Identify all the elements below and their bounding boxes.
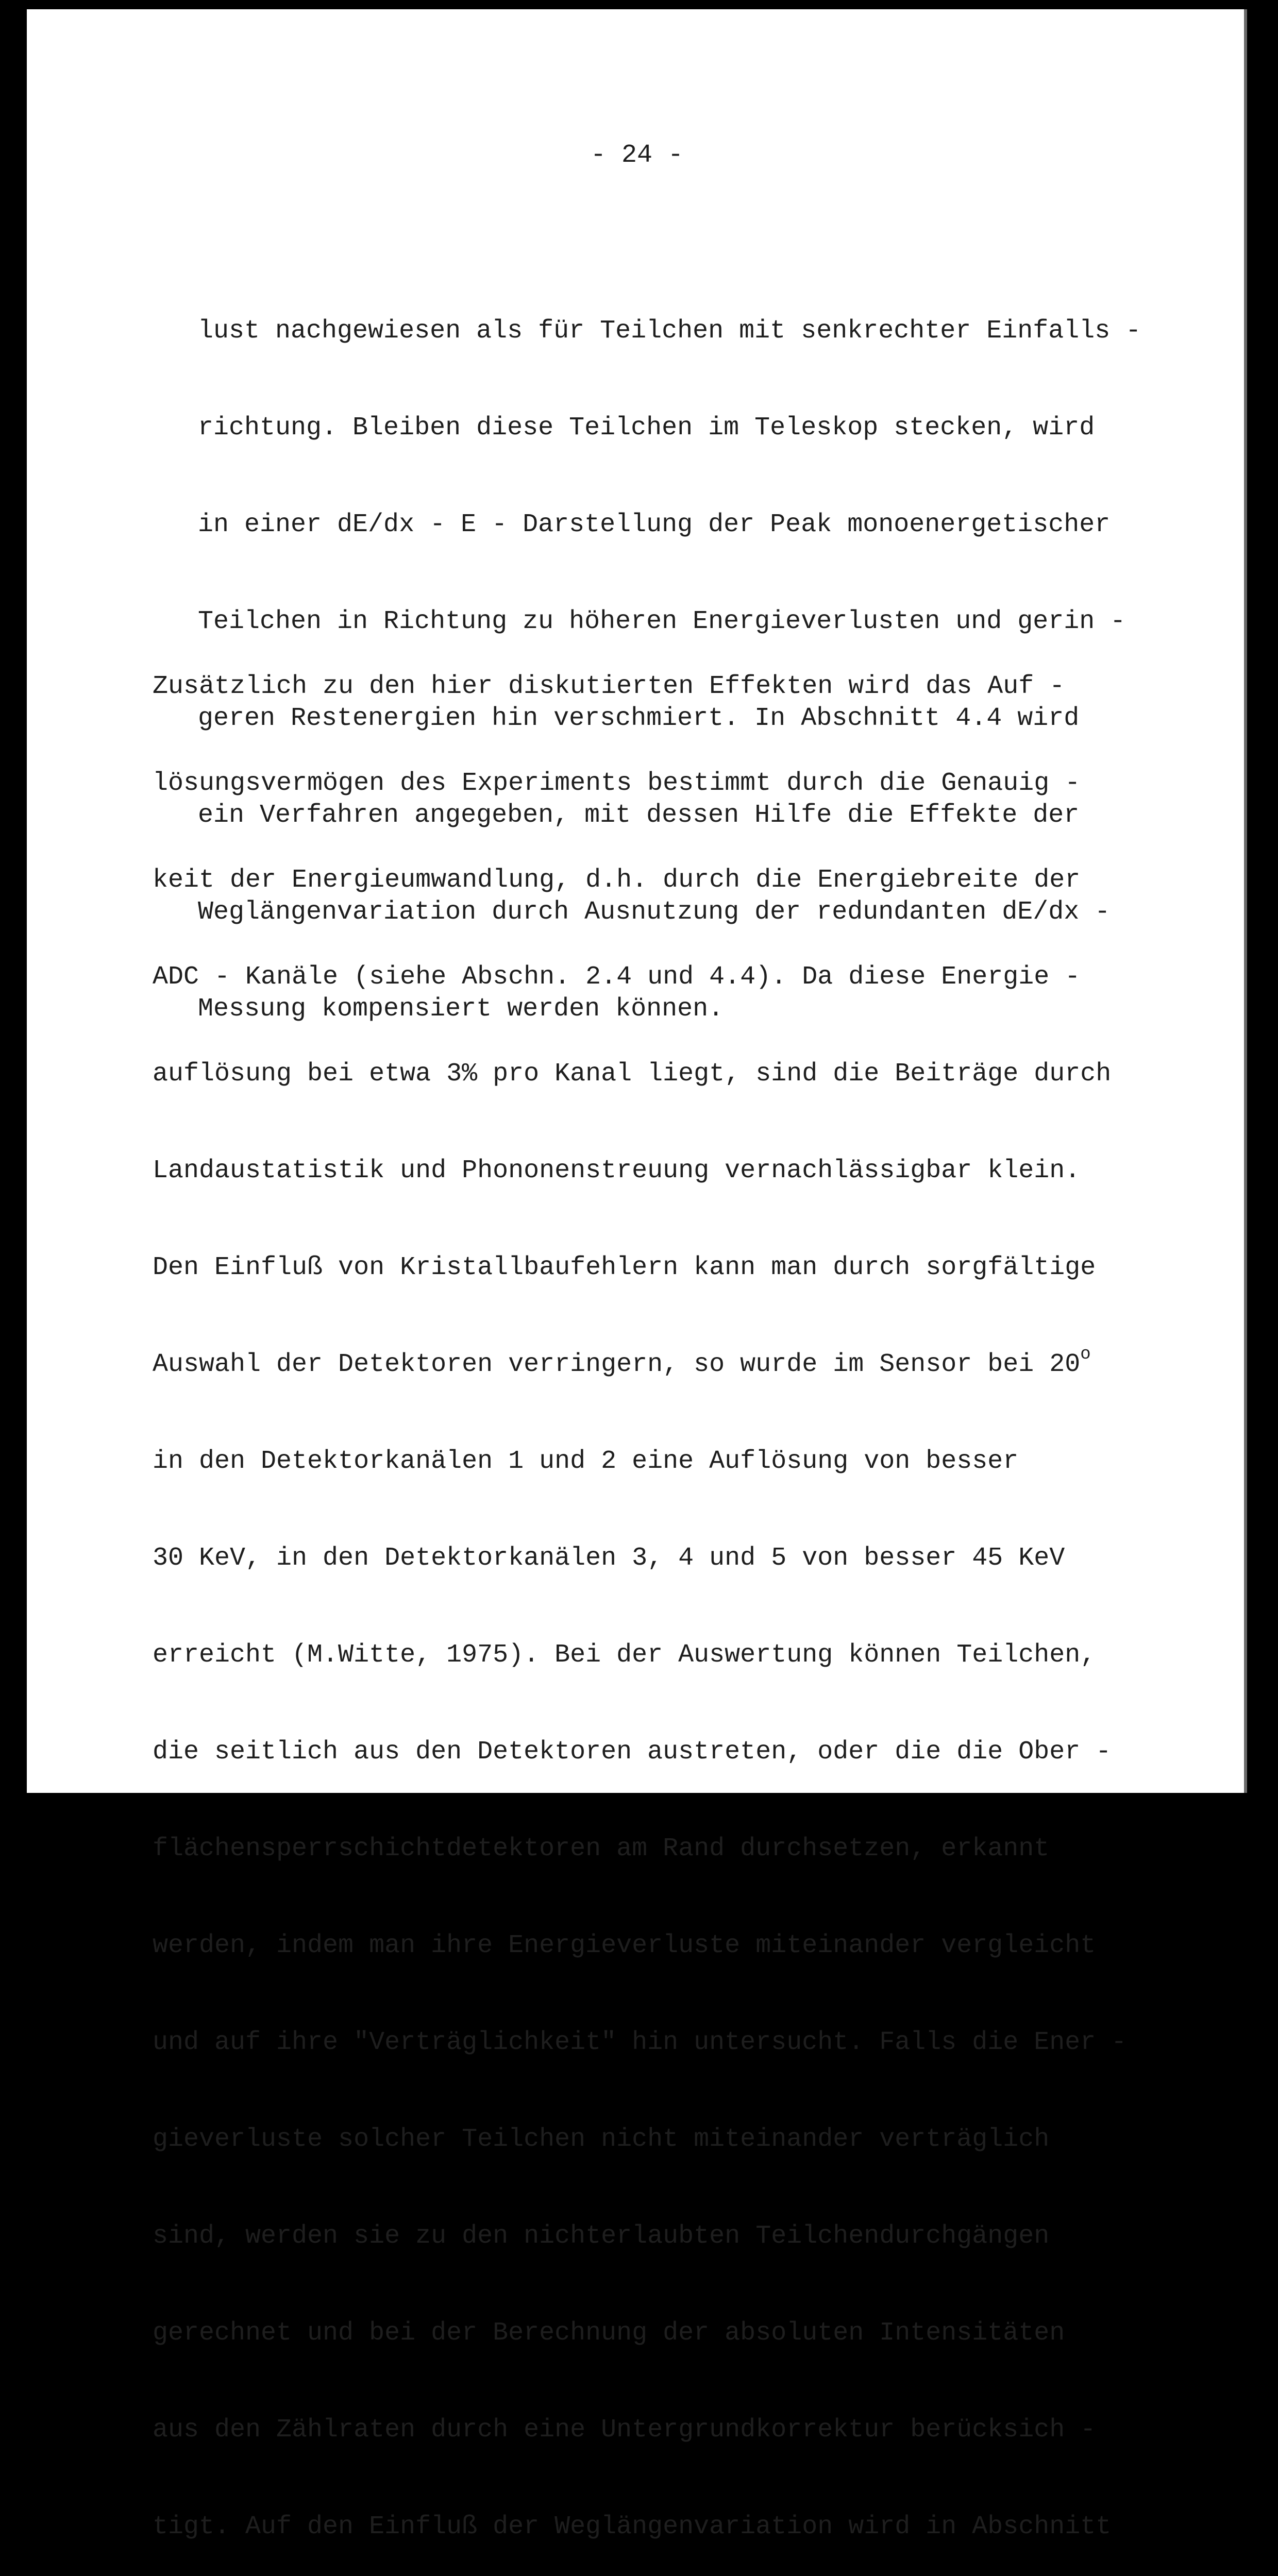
text-line: Weglängenvariation durch Ausnutzung der redundanten dE/dx - bbox=[198, 897, 1111, 927]
text-line: gerechnet und bei der Berechnung der absoluten Intensitäten bbox=[153, 2318, 1065, 2348]
text-line: in den Detektorkanälen 1 und 2 eine Auflösung von besser bbox=[153, 1447, 1019, 1476]
text-line: geren Restenergien hin verschmiert. In Abschnitt 4.4 wird bbox=[198, 704, 1080, 733]
document-page bbox=[27, 9, 1247, 2541]
text-line: erreicht (M.Witte, 1975). Bei der Auswertung können Teilchen, bbox=[153, 1640, 1096, 1670]
text-line: Den Einfluß von Kristallbaufehlern kann man durch sorgfältige bbox=[153, 1253, 1096, 1282]
text-line: werden, indem man ihre Energieverluste miteinander vergleicht bbox=[153, 1931, 1096, 1960]
text-line: in einer dE/dx - E - Darstellung der Peak monoenergetischer bbox=[198, 510, 1111, 539]
text-line: ein Verfahren angegeben, mit dessen Hilfe die Effekte der bbox=[198, 801, 1080, 830]
text-line: tigt. Auf den Einfluß der Weglängenvariation wird in Abschnitt bbox=[153, 2512, 1112, 2541]
degree-superscript: o bbox=[1080, 1345, 1091, 1365]
text-line: gieverluste solcher Teilchen nicht miteinander verträglich bbox=[153, 2125, 1050, 2154]
text-line: ADC - Kanäle (siehe Abschn. 2.4 und 4.4). Da diese Energie - bbox=[153, 962, 1081, 992]
text-line: 30 KeV, in den Detektorkanälen 3, 4 und 5 von besser 45 KeV bbox=[153, 1544, 1065, 1573]
text-line: keit der Energieumwandlung, d.h. durch die Energiebreite der bbox=[153, 866, 1081, 895]
text-line: Messung kompensiert werden können. bbox=[198, 994, 724, 1024]
text-line: Zusätzlich zu den hier diskutierten Effekten wird das Auf - bbox=[153, 672, 1065, 701]
text-line: und auf ihre "Verträglichkeit" hin untersucht. Falls die Ener - bbox=[153, 2028, 1127, 2057]
text-line: aus den Zählraten durch eine Untergrundkorrektur berücksich - bbox=[153, 2415, 1096, 2445]
text-line: lösungsvermögen des Experiments bestimmt durch die Genauig - bbox=[153, 769, 1081, 798]
page-number: - 24 - bbox=[590, 141, 684, 170]
text-line-with-superscript bbox=[153, 1346, 1126, 1384]
text-line: auflösung bei etwa 3% pro Kanal liegt, sind die Beiträge durch bbox=[153, 1059, 1112, 1089]
text-line: sind, werden sie zu den nichterlaubten Teilchendurchgängen bbox=[153, 2222, 1050, 2251]
text-line: Landaustatistik und Phononenstreuung vernachlässigbar klein. bbox=[153, 1156, 1081, 1185]
text-line: Teilchen in Richtung zu höheren Energieverlusten und gerin - bbox=[198, 607, 1126, 636]
text-line: die seitlich aus den Detektoren austreten, oder die die Ober - bbox=[153, 1737, 1112, 1767]
text-line: richtung. Bleiben diese Teilchen im Teleskop stecken, wird bbox=[198, 413, 1095, 443]
text-line: flächensperrschichtdetektoren am Rand durchsetzen, erkannt bbox=[153, 1834, 1050, 1863]
text-line-main: Auswahl der Detektoren verringern, so wurde im Sensor bei 20 bbox=[153, 1350, 1081, 1379]
text-line: lust nachgewiesen als für Teilchen mit senkrechter Einfalls - bbox=[198, 316, 1141, 346]
paragraph-2 bbox=[153, 609, 1126, 2576]
